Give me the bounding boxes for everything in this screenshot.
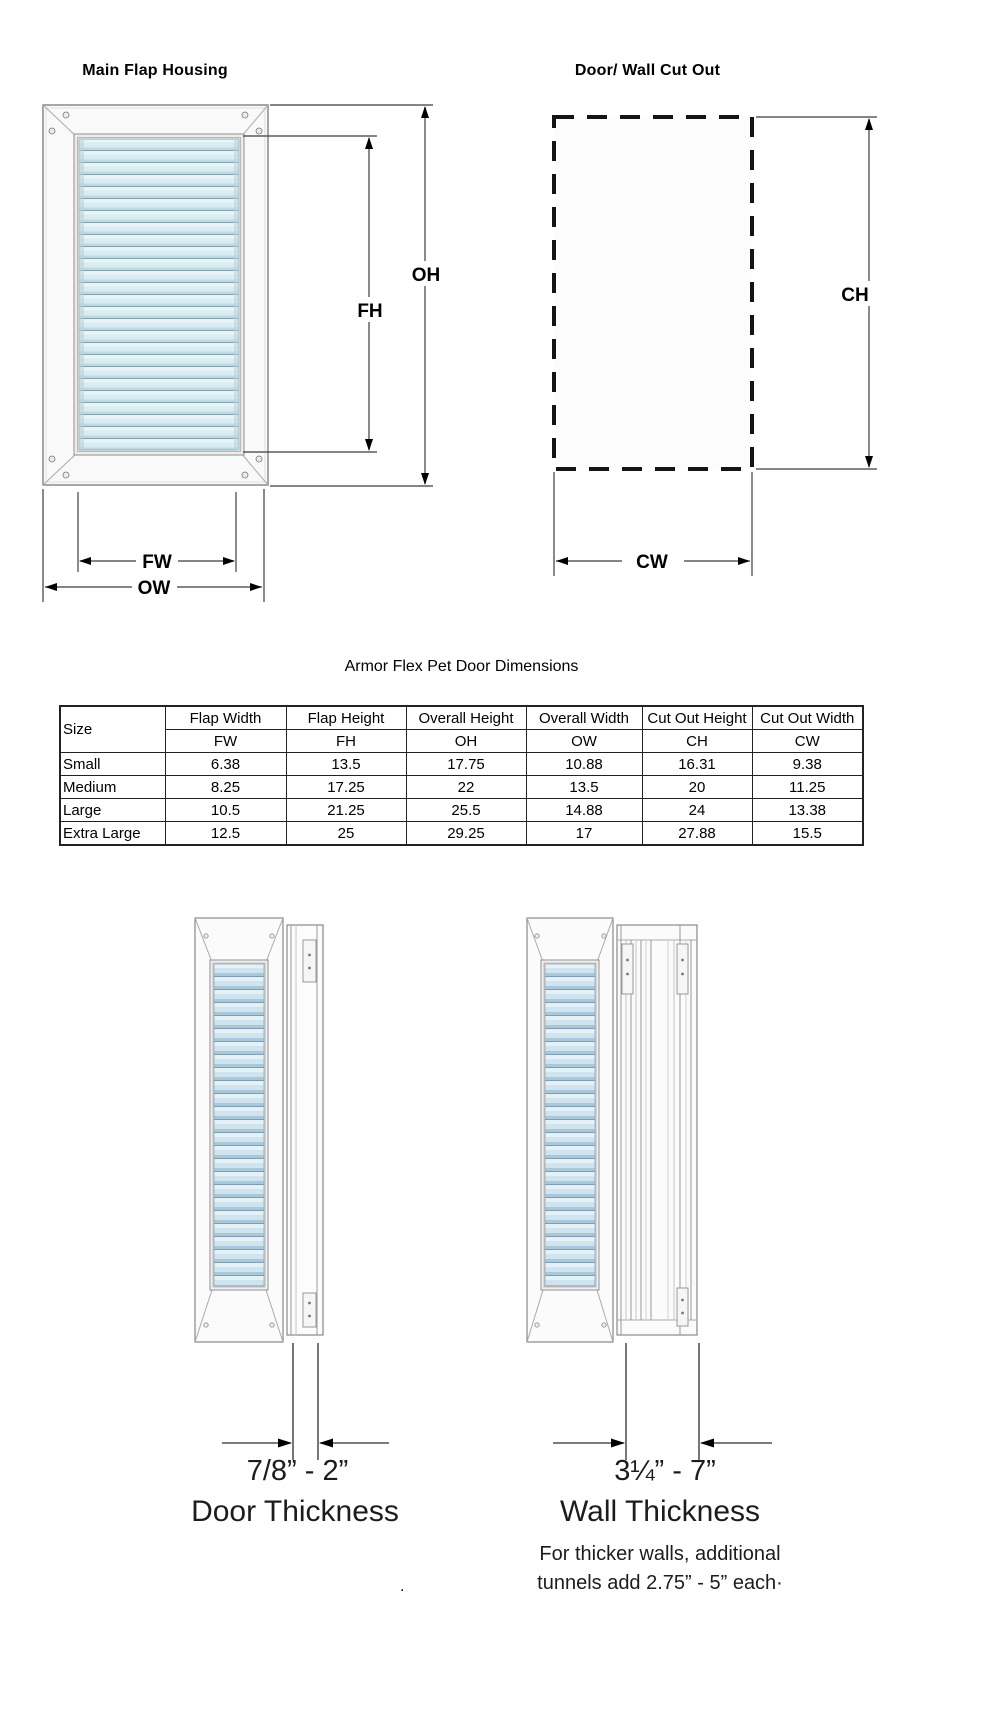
table-cell: 8.25 — [165, 776, 286, 799]
ow-label: OW — [137, 578, 171, 599]
door-thickness-label: Door Thickness — [191, 1495, 399, 1528]
col-abbr: OH — [406, 730, 526, 753]
table-title: Armor Flex Pet Door Dimensions — [344, 658, 579, 675]
table-cell: 20 — [642, 776, 752, 799]
table-cell: 29.25 — [406, 822, 526, 846]
col-header: Flap Height — [286, 706, 406, 730]
size-cell: Small — [60, 753, 165, 776]
col-header: Flap Width — [165, 706, 286, 730]
col-abbr: OW — [526, 730, 642, 753]
wall-note — [510, 1540, 810, 1598]
door-wall-cutout-title: Door/ Wall Cut Out — [574, 62, 721, 79]
size-cell: Medium — [60, 776, 165, 799]
table-cell: 11.25 — [752, 776, 863, 799]
table-cell: 25.5 — [406, 799, 526, 822]
wall-note-line1: For thicker walls, additional — [539, 1543, 781, 1565]
col-abbr: FH — [286, 730, 406, 753]
oh-dimension — [270, 105, 442, 486]
table-cell: 17.75 — [406, 753, 526, 776]
table-cell: 10.5 — [165, 799, 286, 822]
table-cell: 27.88 — [642, 822, 752, 846]
stray-dot: . — [400, 1578, 405, 1595]
table-cell: 13.38 — [752, 799, 863, 822]
size-cell: Extra Large — [60, 822, 165, 846]
ow-dimension — [43, 489, 264, 602]
fw-label: FW — [142, 552, 172, 573]
cw-dimension — [554, 472, 752, 576]
fw-dimension — [78, 492, 236, 573]
table-row — [60, 753, 863, 776]
ch-label: CH — [841, 285, 869, 306]
table-cell: 14.88 — [526, 799, 642, 822]
col-abbr: CW — [752, 730, 863, 753]
ch-dimension — [756, 117, 877, 469]
table-cell: 6.38 — [165, 753, 286, 776]
header-row-abbrs — [60, 730, 863, 753]
wall-thickness-range: 3¼” - 7” — [614, 1455, 716, 1487]
table-cell: 16.31 — [642, 753, 752, 776]
table-cell: 22 — [406, 776, 526, 799]
wall-thickness-dimension — [553, 1343, 772, 1460]
flap-slats — [79, 139, 239, 450]
col-abbr: FW — [165, 730, 286, 753]
table-cell: 12.5 — [165, 822, 286, 846]
main-flap-housing-drawing — [30, 95, 450, 620]
col-header: Overall Height — [406, 706, 526, 730]
door-thickness-range: 7/8” - 2” — [246, 1455, 349, 1487]
wall-thickness-label: Wall Thickness — [559, 1495, 761, 1528]
table-cell: 21.25 — [286, 799, 406, 822]
table-cell: 15.5 — [752, 822, 863, 846]
main-flap-housing-title: Main Flap Housing — [82, 62, 228, 79]
cw-label: CW — [636, 552, 668, 573]
table-cell: 25 — [286, 822, 406, 846]
fh-label: FH — [357, 301, 383, 322]
table-cell: 10.88 — [526, 753, 642, 776]
col-header: Cut Out Height — [642, 706, 752, 730]
table-cell: 13.5 — [526, 776, 642, 799]
col-header: Overall Width — [526, 706, 642, 730]
table-row — [60, 776, 863, 799]
oh-label: OH — [411, 265, 441, 286]
dimensions-table — [59, 705, 864, 846]
door-thickness-dimension — [222, 1343, 389, 1460]
cutout-dashed-rect — [554, 117, 752, 469]
wall-front-housing — [527, 918, 613, 1342]
col-abbr: CH — [642, 730, 752, 753]
header-row-names — [60, 706, 863, 730]
col-header: Cut Out Width — [752, 706, 863, 730]
table-cell: 17.25 — [286, 776, 406, 799]
table-row — [60, 799, 863, 822]
table-cell: 17 — [526, 822, 642, 846]
wall-thickness-drawing — [515, 905, 795, 1465]
size-header: Size — [60, 706, 165, 753]
door-panel-edge — [287, 925, 323, 1335]
door-wall-cutout-drawing — [520, 95, 900, 620]
wall-tunnel — [617, 925, 697, 1335]
table-cell: 24 — [642, 799, 752, 822]
size-cell: Large — [60, 799, 165, 822]
table-cell: 13.5 — [286, 753, 406, 776]
wall-note-line2: tunnels add 2.75” - 5” each· — [537, 1572, 783, 1594]
door-front-housing — [195, 918, 283, 1342]
door-thickness-drawing — [185, 905, 400, 1465]
table-row — [60, 822, 863, 846]
table-cell: 9.38 — [752, 753, 863, 776]
